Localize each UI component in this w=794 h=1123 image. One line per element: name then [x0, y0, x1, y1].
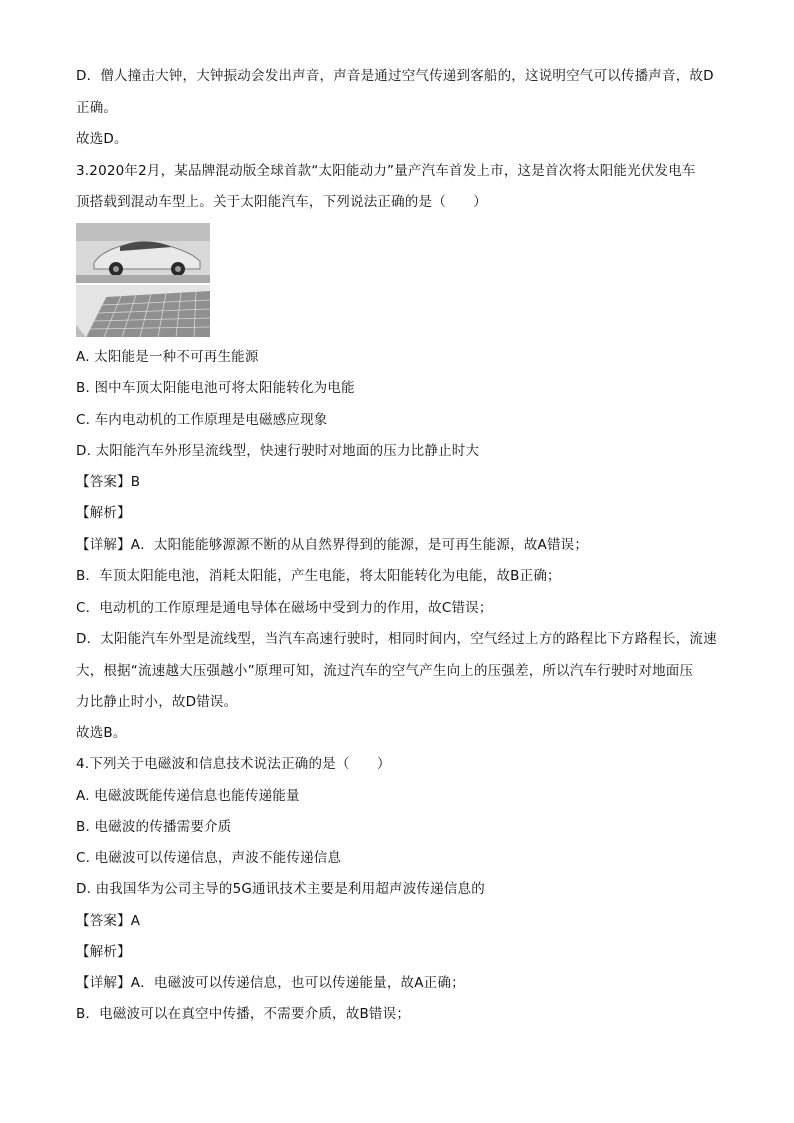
option-a: A. 太阳能是一种不可再生能源: [76, 349, 259, 365]
option-c: C. 电磁波可以传递信息，声波不能传递信息: [76, 850, 342, 866]
detail-d: D．太阳能汽车外型是流线型，当汽车高速行驶时，相同时间内，空气经过上方的路程比下方路程长，流速: [76, 631, 717, 647]
detail-c: C．电动机的工作原理是通电导体在磁场中受到力的作用，故C错误；: [76, 600, 493, 616]
detail-b: B．车顶太阳能电池，消耗太阳能，产生电能，将太阳能转化为电能，故B正确；: [76, 568, 561, 584]
option-b: B. 图中车顶太阳能电池可将太阳能转化为电能: [76, 380, 355, 396]
solar-car-photo: [76, 223, 210, 283]
option-a: A. 电磁波既能传递信息也能传递能量: [76, 788, 300, 804]
analysis-label: 【解析】: [76, 944, 131, 960]
text-line: 正确。: [76, 100, 118, 116]
option-d: D. 由我国华为公司主导的5G通讯技术主要是利用超声波传递信息的: [76, 881, 485, 897]
question-3-stem-cont: 顶搭载到混动车型上。关于太阳能汽车，下列说法正确的是（ ）: [76, 194, 487, 210]
detail-a: 【详解】A．电磁波可以传递信息，也可以传递能量，故A正确；: [76, 975, 465, 991]
question-4-stem: 4.下列关于电磁波和信息技术说法正确的是（ ）: [76, 756, 391, 772]
answer-label: 【答案】B: [76, 474, 141, 490]
option-d-explanation: D．僧人撞击大钟，大钟振动会发出声音，声音是通过空气传递到客船的，这说明空气可以传播声音，故D: [76, 68, 714, 84]
option-c: C. 车内电动机的工作原理是电磁感应现象: [76, 412, 328, 428]
analysis-label: 【解析】: [76, 505, 131, 521]
solar-roof-photo: [76, 285, 210, 337]
detail-a: 【详解】A．太阳能能够源源不断的从自然界得到的能源，是可再生能源，故A错误；: [76, 537, 589, 553]
detail-d-cont: 大，根据“流速越大压强越小”原理可知，流过汽车的空气产生向上的压强差，所以汽车行驶时对地面压: [76, 663, 694, 679]
option-b: B. 电磁波的传播需要介质: [76, 819, 232, 835]
conclusion: 故选B。: [76, 725, 127, 741]
detail-d-cont2: 力比静止时小，故D错误。: [76, 694, 238, 710]
detail-b: B．电磁波可以在真空中传播，不需要介质，故B错误；: [76, 1006, 411, 1022]
option-d: D. 太阳能汽车外形呈流线型，快速行驶时对地面的压力比静止时大: [76, 443, 480, 459]
conclusion: 故选D。: [76, 131, 128, 147]
answer-label: 【答案】A: [76, 913, 141, 929]
question-3-stem: 3.2020年2月，某品牌混动版全球首款“太阳能动力”量产汽车首发上市，这是首次将太阳能光伏发电车: [76, 163, 696, 179]
